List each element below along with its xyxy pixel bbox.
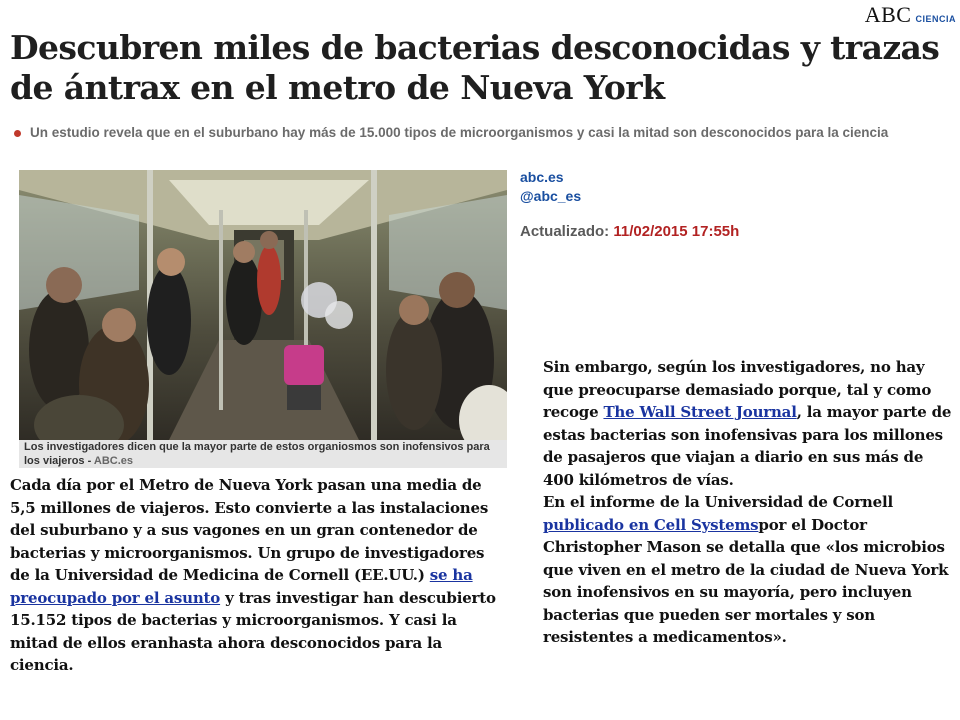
article-subtitle [14,124,958,142]
body-text: En el informe de la Universidad de Cornell [543,493,893,511]
section-label: CIENCIA [915,14,956,24]
body-paragraph [10,474,496,677]
subway-car-illustration [19,170,507,440]
article-headline: Descubren miles de bacterias desconocidas y trazas de ántrax en el metro de Nueva York [10,28,940,107]
photo-caption [19,440,507,468]
site-logo[interactable] [865,2,956,28]
body-text: Sin embargo, según los investigadores, no hay que preocuparse demasiado porque, tal y como recoge [543,358,932,421]
twitter-handle-link[interactable]: @abc_es [520,188,582,204]
author-site-link[interactable]: abc.es [520,169,564,185]
source-link[interactable]: se ha preocupado por el asunto [10,566,473,607]
updated-timestamp [520,222,739,241]
cell-systems-link[interactable]: publicado en Cell Systems [543,515,759,534]
body-text: y tras investigar han descubierto 15.152 tipos de bacterias y microorganismos. Y casi la mitad de ellos eranhasta ahora desconocidos para la ciencia. [10,588,496,674]
updated-label: Actualizado: [520,223,610,240]
caption-text: Los investigadores dicen que la mayor parte de estos organiosmos son inofensivos para los viajeros - [24,441,490,467]
body-paragraph [543,356,953,491]
body-text: Cada día por el Metro de Nueva York pasan una media de 5,5 millones de viajeros. Esto convierte a las instalaciones del suburbano y a sus vagones en un gran contenedor de bacterias y microorganismos. Un grupo de investigadores de la Universidad de Medicina de Cornell (EE.UU.) [10,476,489,584]
article-photo[interactable] [19,170,507,440]
article-body-right [543,356,953,649]
subtitle-text: Un estudio revela que en el suburbano hay más de 15.000 tipos de microorganismos y casi la mitad son desconocidos para la ciencia [30,125,889,140]
photo-credit: ABC.es [93,455,134,467]
logo-wordmark: ABC [864,2,912,27]
body-text: , la mayor parte de estas bacterias son inofensivas para los millones de pasajeros que viajan a diario en sus más de 400 kilómetros de vías. [543,403,952,489]
body-paragraph [543,491,953,649]
bullet-icon [14,130,21,137]
article-meta [520,168,739,241]
body-text: por el Doctor Christopher Mason se detalla que «los microbios que viven en el metro de la ciudad de Nueva York son inofensivos en su mayoría, pero incluyen bacterias que pueden ser mortales y son resistentes a medicamentos». [543,515,949,646]
wsj-link[interactable]: The Wall Street Journal [603,403,797,421]
article-body-left [10,474,496,677]
updated-date: 11/02/2015 17:55h [613,223,740,240]
